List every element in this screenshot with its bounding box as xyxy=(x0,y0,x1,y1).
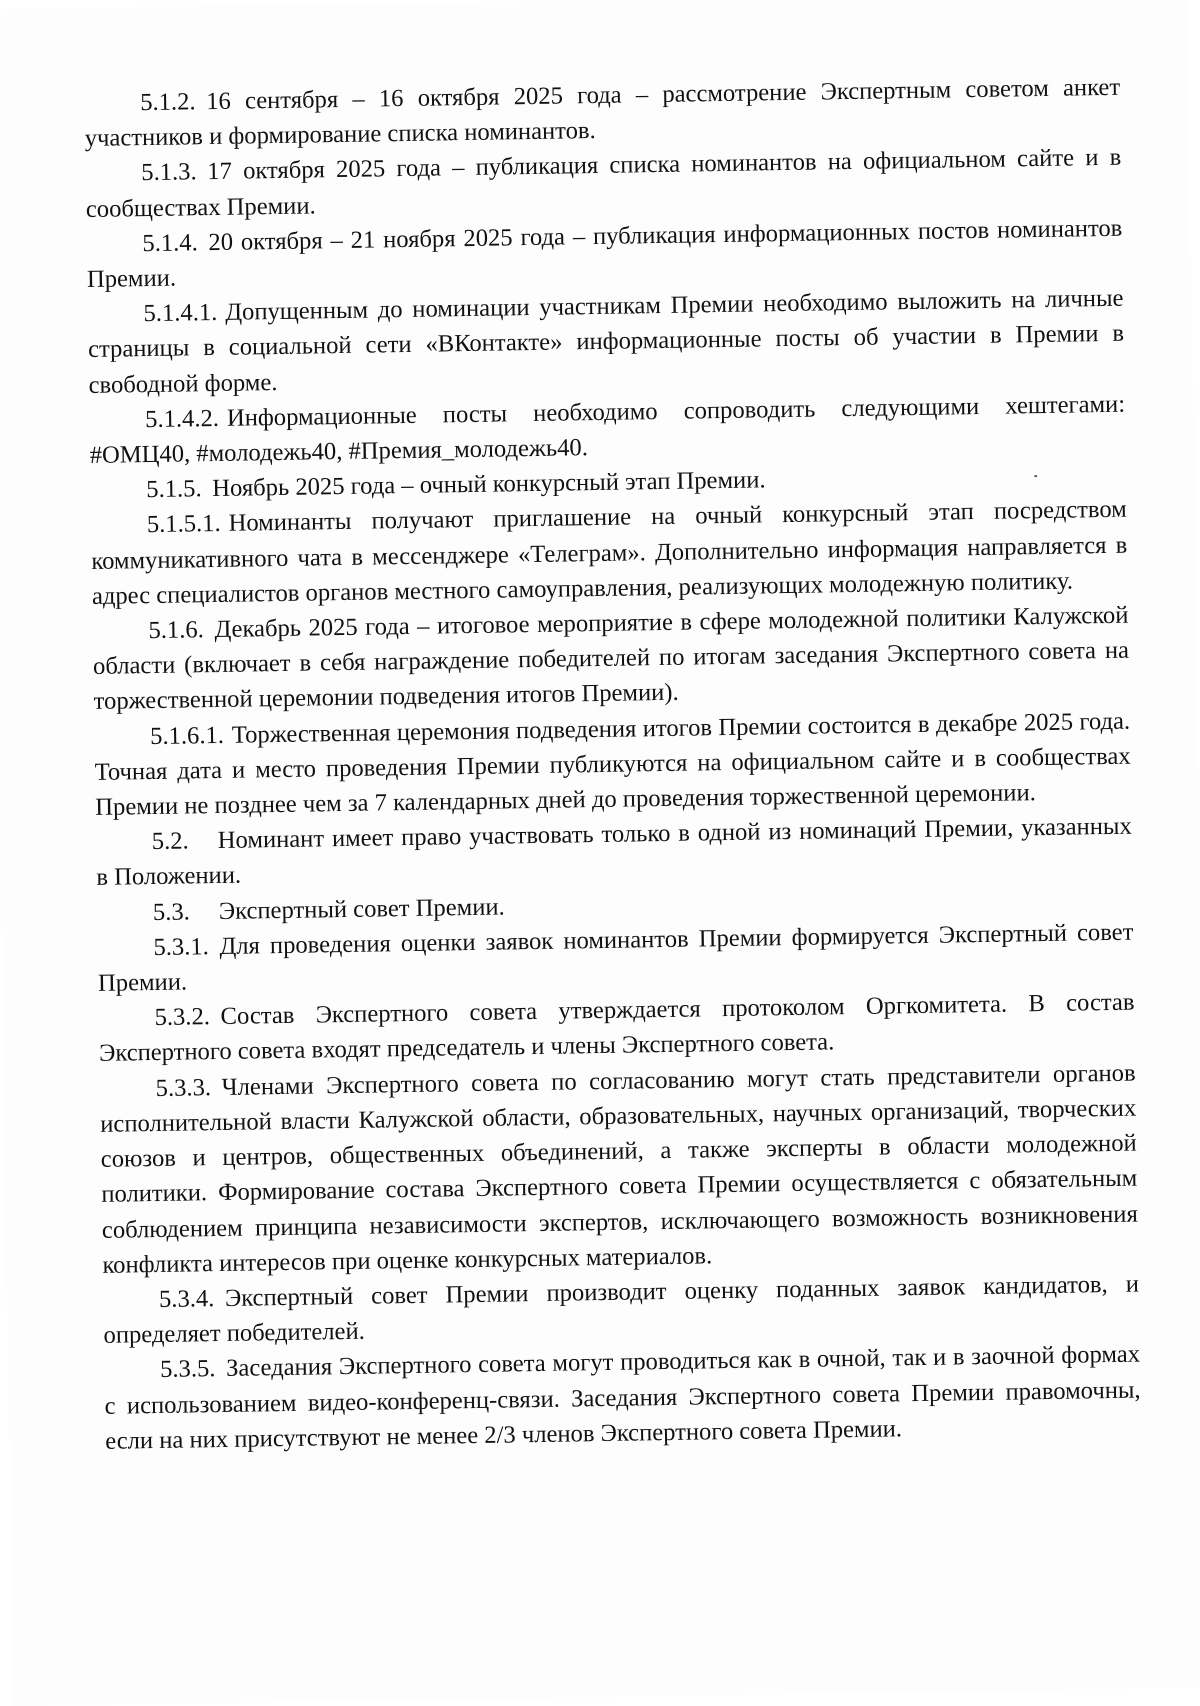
clause-text: Декабрь 2025 года – итоговое мероприятие в сфере молодежной политики Калужской области (включает в себя награждение победителей по итогам заседания Экспертного совета на торжественной церемонии подведения итогов Премии). xyxy=(92,601,1130,716)
clause-number: 5.3. xyxy=(152,898,191,926)
clause-number: 5.3.5. xyxy=(159,1355,216,1384)
clause-number: 5.1.4. xyxy=(142,229,198,257)
clause-text: 20 октября – 21 ноября 2025 года – публикация информационных постов номинантов Премии. xyxy=(86,214,1123,294)
document-body xyxy=(84,70,1141,1459)
clause-number: 5.3.4. xyxy=(158,1285,215,1313)
clause-text: Ноябрь 2025 года – очный конкурсный этап Премии. xyxy=(212,466,766,503)
clause-number: 5.1.4.2. xyxy=(144,404,220,433)
clause-number: 5.1.2. xyxy=(139,88,196,117)
clause-text: Торжественная церемония подведения итогов Премии состоится в декабре 2025 года. Точная дата и место проведения Премии публикуются на официальном сайте и в сообществах Премии не позднее чем за 7 календарных дней до проведения торжественной церемонии. xyxy=(94,707,1131,821)
clause-number: 5.2. xyxy=(151,827,189,856)
clause-text: Номинант имеет право участвовать только в одной из номинаций Премии, указанных в Положении. xyxy=(96,812,1132,892)
clause-paragraph xyxy=(92,598,1130,720)
clause-paragraph xyxy=(91,492,1129,614)
clause-text: Состав Экспертного совета утверждается протоколом Оргкомитета. В состав Экспертного совета входят председатель и члены Экспертного совета. xyxy=(98,988,1135,1068)
clause-text: Информационные посты необходимо сопроводить следующими хештегами: #ОМЦ40, #молодежь40, #Премия_молодежь40. xyxy=(89,390,1126,469)
clause-number: 5.1.4.1. xyxy=(143,299,218,328)
clause-number: 5.1.3. xyxy=(141,158,197,187)
clause-text: Экспертный совет Премии. xyxy=(218,893,505,925)
clause-number: 5.1.5. xyxy=(146,475,202,504)
clause-number: 5.3.2. xyxy=(154,1003,211,1032)
clause-number: 5.1.5.1. xyxy=(146,510,221,539)
clause-text: Номинанты получают приглашение на очный конкурсный этап посредством коммуникативного чата в мессенджере «Телеграм». Дополнительно информация направляется в адрес специалистов органов местного самоуправления, реализующих молодежную политику. xyxy=(91,496,1128,610)
clause-number: 5.3.3. xyxy=(155,1073,212,1102)
clause-number: 5.1.6.1. xyxy=(149,721,225,750)
clause-paragraph xyxy=(99,1055,1138,1282)
clause-paragraph xyxy=(104,1337,1142,1459)
clause-text: Заседания Экспертного совета могут проводиться как в очной, так и в заочной формах с использованием видео-конференц-связи. Заседания Экспертного совета Премии правомочны, если на них присутствуют не менее 2/3 членов Экспертного совета Премии. xyxy=(104,1340,1141,1455)
clause-text: Экспертный совет Премии производит оценку поданных заявок кандидатов, и определяет победителей. xyxy=(103,1270,1140,1349)
clause-number: 5.3.1. xyxy=(153,933,210,961)
clause-text: 17 октября 2025 года – публикация списка номинантов на официальном сайте и в сообществах Премии. xyxy=(85,144,1122,223)
clause-text: Членами Экспертного совета по согласованию могут стать представители органов исполнительной власти Калужской области, образовательных, научных организаций, творческих союзов и центров, общественных объединений, а также эксперты в области молодежной политики. Формирование состава Экспертного совета Премии осуществляется с обязательным соблюдением принципа независимости экспертов, исключающего возможность возникновения конфликта интересов при оценке конкурсных материалов. xyxy=(100,1059,1138,1279)
clause-paragraph xyxy=(87,281,1125,403)
clause-text: Для проведения оценки заявок номинантов Премии формируется Экспертный совет Премии. xyxy=(97,918,1134,997)
clause-text: 16 сентября – 16 октября 2025 года – рассмотрение Экспертным советом анкет участников и формирование списка номинантов. xyxy=(84,73,1121,153)
clause-number: 5.1.6. xyxy=(148,616,205,645)
scan-speck xyxy=(1034,475,1037,477)
clause-text: Допущенным до номинации участникам Премии необходимо выложить на личные страницы в социальной сети «ВКонтакте» информационные посты об участии в Премии в свободной форме. xyxy=(87,284,1125,399)
clause-paragraph xyxy=(94,703,1132,825)
